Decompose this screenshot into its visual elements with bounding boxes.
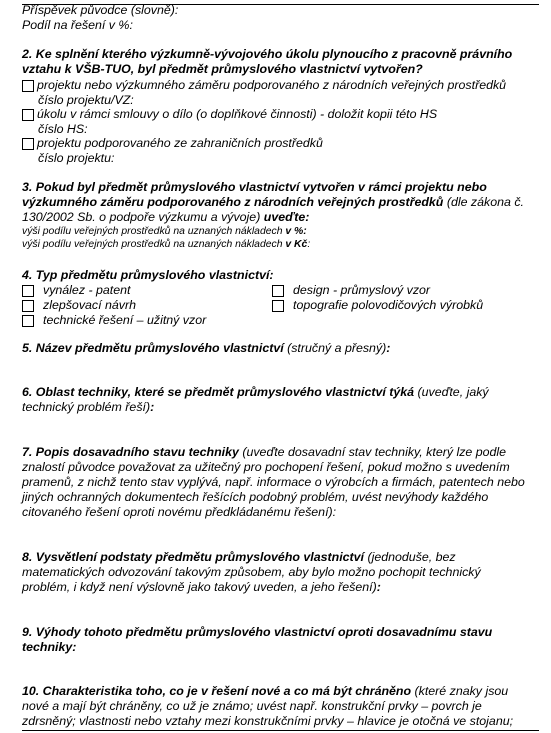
s10-heading-bold: 10. Charakteristika toho, co je v řešení nové a co má být chráněno: [22, 684, 412, 698]
s3-line2-tail: (dle zákona č.: [443, 195, 524, 209]
s2-option-foreign[interactable]: [22, 136, 323, 151]
s3-line3-text: 130/2002 Sb. o podpoře výzkumu a vývoje): [22, 210, 264, 224]
s4-type-design[interactable]: [272, 283, 430, 298]
s7-line1: [22, 445, 506, 460]
s10-note: (které znaky jsou: [411, 684, 509, 698]
s4-type-design-label: design - průmyslový vzor: [293, 283, 431, 297]
checkbox[interactable]: [22, 138, 34, 150]
s4-type-patent-label: vynález - patent: [43, 283, 131, 297]
s8-heading-colon: :: [376, 580, 381, 594]
checkbox[interactable]: [272, 285, 284, 297]
s3-percent-field: [22, 226, 307, 238]
checkbox[interactable]: [272, 300, 284, 312]
s3-line1: 3. Pokud byl předmět průmyslového vlastnictví vytvořen v rámci projektu nebo: [22, 180, 487, 194]
s5-heading: [22, 341, 390, 356]
checkbox[interactable]: [22, 80, 34, 92]
s8-note-cont: problém, i když není výslovně jako takový uveden, a jeho řešení): [22, 580, 377, 594]
s6-heading-line1: [22, 385, 489, 400]
s6-heading-note: (uveďte, jaký: [414, 385, 489, 399]
s3-czk-label: výši podílu veřejných prostředků na uznaných nákladech: [22, 239, 286, 250]
s4-type-utility-model[interactable]: [22, 313, 206, 328]
s7-line3: pramenů, z nichž tento stav vyplývá, např. informace o výrobcích a firmách, patentech nebo: [22, 475, 525, 489]
s6-heading-line2: [22, 400, 154, 415]
s9-line1: 9. Výhody tohoto předmětu průmyslového vlastnictví oproti dosavadnímu stavu: [22, 625, 493, 639]
s8-line3: [22, 580, 381, 595]
s6-heading-note-cont: technický problém řeší): [22, 400, 151, 414]
s2-option-contract[interactable]: [22, 107, 437, 122]
s9-line2: techniky:: [22, 640, 77, 654]
s4-type-topography[interactable]: [272, 298, 483, 313]
s2-option-national[interactable]: [22, 78, 506, 93]
s3-line2: [22, 195, 524, 210]
contribution-label: Příspěvek původce (slovně):: [22, 3, 179, 17]
s2-option-contract-label: úkolu v rámci smlouvy o dílo (o doplňkové činnosti) - doložit kopii této HS: [37, 107, 438, 121]
checkbox[interactable]: [22, 315, 34, 327]
s4-type-patent[interactable]: [22, 283, 130, 298]
s4-heading: 4. Typ předmětu průmyslového vlastnictví:: [22, 268, 274, 282]
s2-option-national-label: projektu nebo výzkumného záměru podporovaného z národních veřejných prostředků: [37, 78, 507, 92]
s3-line3-bold: uveďte:: [263, 210, 310, 224]
share-label: Podíl na řešení v %:: [22, 18, 133, 32]
s3-czk-field: [22, 239, 310, 251]
s8-heading-bold: 8. Vysvětlení podstaty předmětu průmyslového vlastnictví: [22, 550, 365, 564]
s5-heading-note: (stručný a přesný): [283, 341, 387, 355]
s6-heading-colon: :: [150, 400, 155, 414]
s8-note: (jednoduše, bez: [364, 550, 456, 564]
s7-heading-bold: 7. Popis dosavadního stavu techniky: [22, 445, 239, 459]
s2-hs-number-label: číslo HS:: [38, 122, 88, 136]
s10-line3: zdrsněný; vlastnosti nebo vztahy mezi konstrukčními prvky – hlavice je otočná ve stojanu;: [22, 714, 514, 728]
s6-heading-bold: 6. Oblast techniky, které se předmět průmyslového vlastnictví týká: [22, 385, 415, 399]
bottom-rule: [22, 730, 539, 731]
s3-czk-unit: v Kč: [285, 239, 308, 250]
s7-line4: jiných ochranných dokumentech řešících podobný problém, uvést nevýhody každého: [22, 490, 489, 504]
s5-heading-bold: 5. Název předmětu průmyslového vlastnictví: [22, 341, 284, 355]
s7-line2: znalostí původce považovat za užitečný pro pochopení řešení, pokud možno s uvedením: [22, 460, 510, 474]
checkbox[interactable]: [22, 109, 34, 121]
s10-line1: [22, 684, 508, 699]
s5-heading-colon: :: [386, 341, 391, 355]
s2-foreign-project-label: číslo projektu:: [38, 151, 115, 165]
s3-line2-bold: výzkumného záměru podporovaného z národních veřejných prostředků: [22, 195, 444, 209]
s3-line3: [22, 210, 309, 225]
s4-type-improvement[interactable]: [22, 298, 136, 313]
s3-percent-label: výši podílu veřejných prostředků na uznaných nákladech: [22, 226, 286, 237]
s3-percent-unit: v %:: [285, 226, 307, 237]
s7-line5: citovaného řešení oproti novému předkládanému řešení):: [22, 505, 337, 519]
s8-line2: matematických odvozování takovým způsobem, aby bylo možno pochopit technický: [22, 565, 481, 579]
s2-heading-line1: 2. Ke splnění kterého výzkumně-vývojového úkolu plynoucího z pracovně právního: [22, 47, 513, 61]
s3-czk-colon: :: [307, 239, 311, 250]
checkbox[interactable]: [22, 300, 34, 312]
s4-type-topography-label: topografie polovodičových výrobků: [293, 298, 484, 312]
s2-project-number-label: číslo projektu/VZ:: [38, 93, 134, 107]
s4-type-utility-model-label: technické řešení – užitný vzor: [43, 313, 207, 327]
s2-option-foreign-label: projektu podporovaného ze zahraničních prostředků: [37, 136, 323, 150]
s7-note: (uveďte dosavadní stav techniky, který lze podle: [238, 445, 507, 459]
s2-heading-line2: vztahu k VŠB-TUO, byl předmět průmyslového vlastnictví vytvořen?: [22, 62, 423, 76]
checkbox[interactable]: [22, 285, 34, 297]
s4-type-improvement-label: zlepšovací návrh: [43, 298, 136, 312]
s8-line1: [22, 550, 456, 565]
s10-line2: nové a mají být chráněny, co už je známo; uvést např. konstrukční prvky – povrch je: [22, 699, 482, 713]
